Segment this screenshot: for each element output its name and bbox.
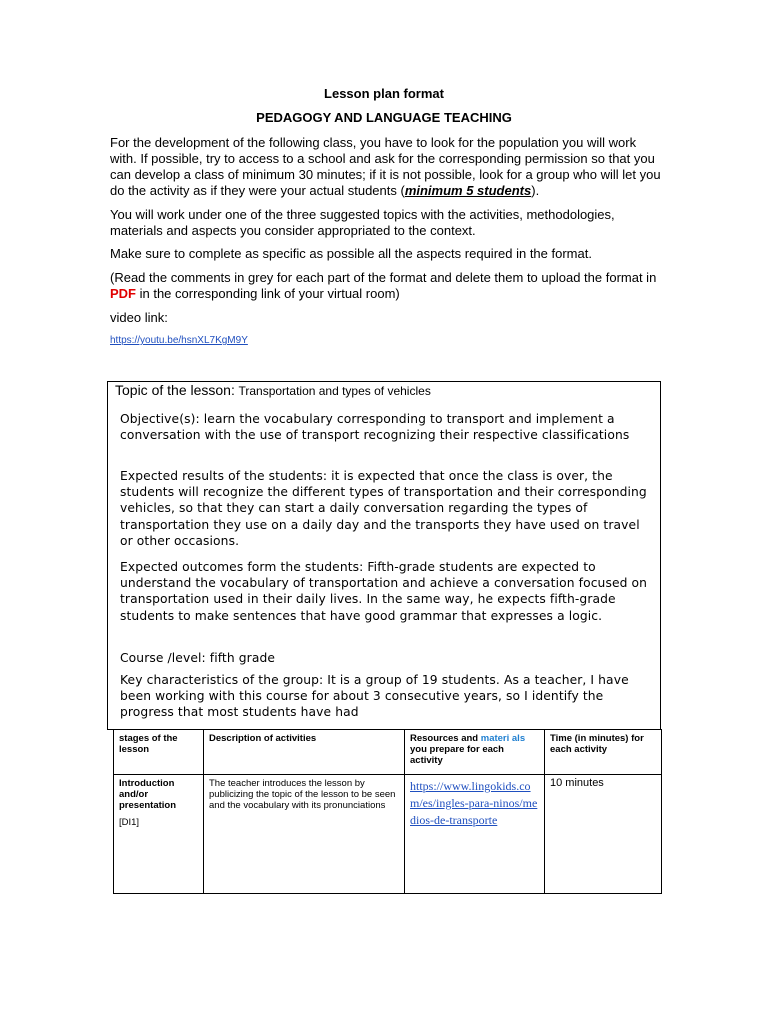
video-url[interactable]: https://youtu.be/hsnXL7KgM9Y (110, 335, 248, 346)
intro-p1-emphasis: minimum 5 students (404, 183, 532, 198)
header-stages: stages of the lesson (114, 730, 204, 775)
lesson-details-box (107, 381, 661, 730)
header-description: Description of activities (204, 730, 405, 775)
time-value: 10 minutes (550, 777, 604, 789)
intro-paragraph-4 (110, 270, 666, 302)
topic-value: Transportation and types of vehicles (238, 384, 431, 398)
header-resources-end: you prepare for each activity (410, 744, 504, 766)
video-link-label: video link: (110, 310, 168, 325)
stage-name: Introduction and/or presentation (119, 778, 177, 811)
pdf-highlight: PDF (110, 286, 136, 301)
table-header-row (114, 730, 662, 775)
page-title: Lesson plan format (324, 86, 444, 101)
header-time: Time (in minutes) for each activity (545, 730, 662, 775)
stage-cell (114, 775, 204, 894)
video-link[interactable] (110, 333, 666, 349)
header-materials-highlight: materi als (480, 733, 526, 744)
table-row (114, 775, 662, 894)
intro-paragraph-1 (110, 135, 666, 199)
intro-p4-text: (Read the comments in grey for each part of the format and delete them to upload the format in (110, 270, 657, 285)
intro-paragraph-2: You will work under one of the three suggested topics with the activities, methodologies, materials and aspects you consider appropriated to the context. (110, 207, 615, 238)
lesson-expected-results: Expected results of the students: it is expected that once the class is over, the students will recognize the different types of transportation and their corresponding vehicles, so that they can start a daily conversation regarding the types of transportation they use on a daily day and the transports they have used on travel or other occasions. (120, 469, 647, 548)
intro-p1-end: ). (531, 183, 540, 198)
lesson-stages-table (113, 729, 662, 894)
intro-p4-end: in the corresponding link of your virtual room) (136, 286, 400, 301)
time-cell (545, 775, 662, 894)
resource-cell (405, 775, 545, 894)
lesson-expected-outcomes: Expected outcomes form the students: Fifth-grade students are expected to understand the vocabulary of transportation and achieve a conversation focused on transportation used in their daily lives. In the same way, he expects fifth-grade students to make sentences that have good grammar that expresses a logic. (120, 560, 648, 623)
topic-label: Topic of the lesson: (115, 382, 235, 398)
header-resources (405, 730, 545, 775)
lesson-topic (115, 382, 431, 398)
intro-p1-text: For the development of the following class, you have to look for the population you will work with. If possible, try to access to a school and ask for the corresponding permission so that you can develop a class of minimum 30 minutes; if it is not possible, look for a group who will let you do the activity as if they were your actual students ( (110, 135, 661, 198)
intro-paragraph-3: Make sure to complete as specific as possible all the aspects required in the format. (110, 246, 592, 261)
comment-marker[interactable]: [DI1] (119, 817, 140, 828)
lesson-objectives: Objective(s): learn the vocabulary corresponding to transport and implement a conversation with the use of transport recognizing their respective classifications (120, 412, 630, 443)
page-subtitle: PEDAGOGY AND LANGUAGE TEACHING (256, 110, 512, 125)
lesson-key-characteristics: Key characteristics of the group: It is a group of 19 students. As a teacher, I have been working with this course for about 3 consecutive years, so I identify the progress that most students have had (120, 673, 629, 720)
header-resources-text: Resources and (410, 733, 481, 744)
description-cell: The teacher introduces the lesson by publicizing the topic of the lesson to be seen and the vocabulary with its pronunciations (204, 775, 405, 894)
lesson-course-level: Course /level: fifth grade (120, 651, 276, 665)
resource-link[interactable]: https://www.lingokids.com/es/ingles-para-ninos/medios-de-transporte (410, 779, 538, 827)
